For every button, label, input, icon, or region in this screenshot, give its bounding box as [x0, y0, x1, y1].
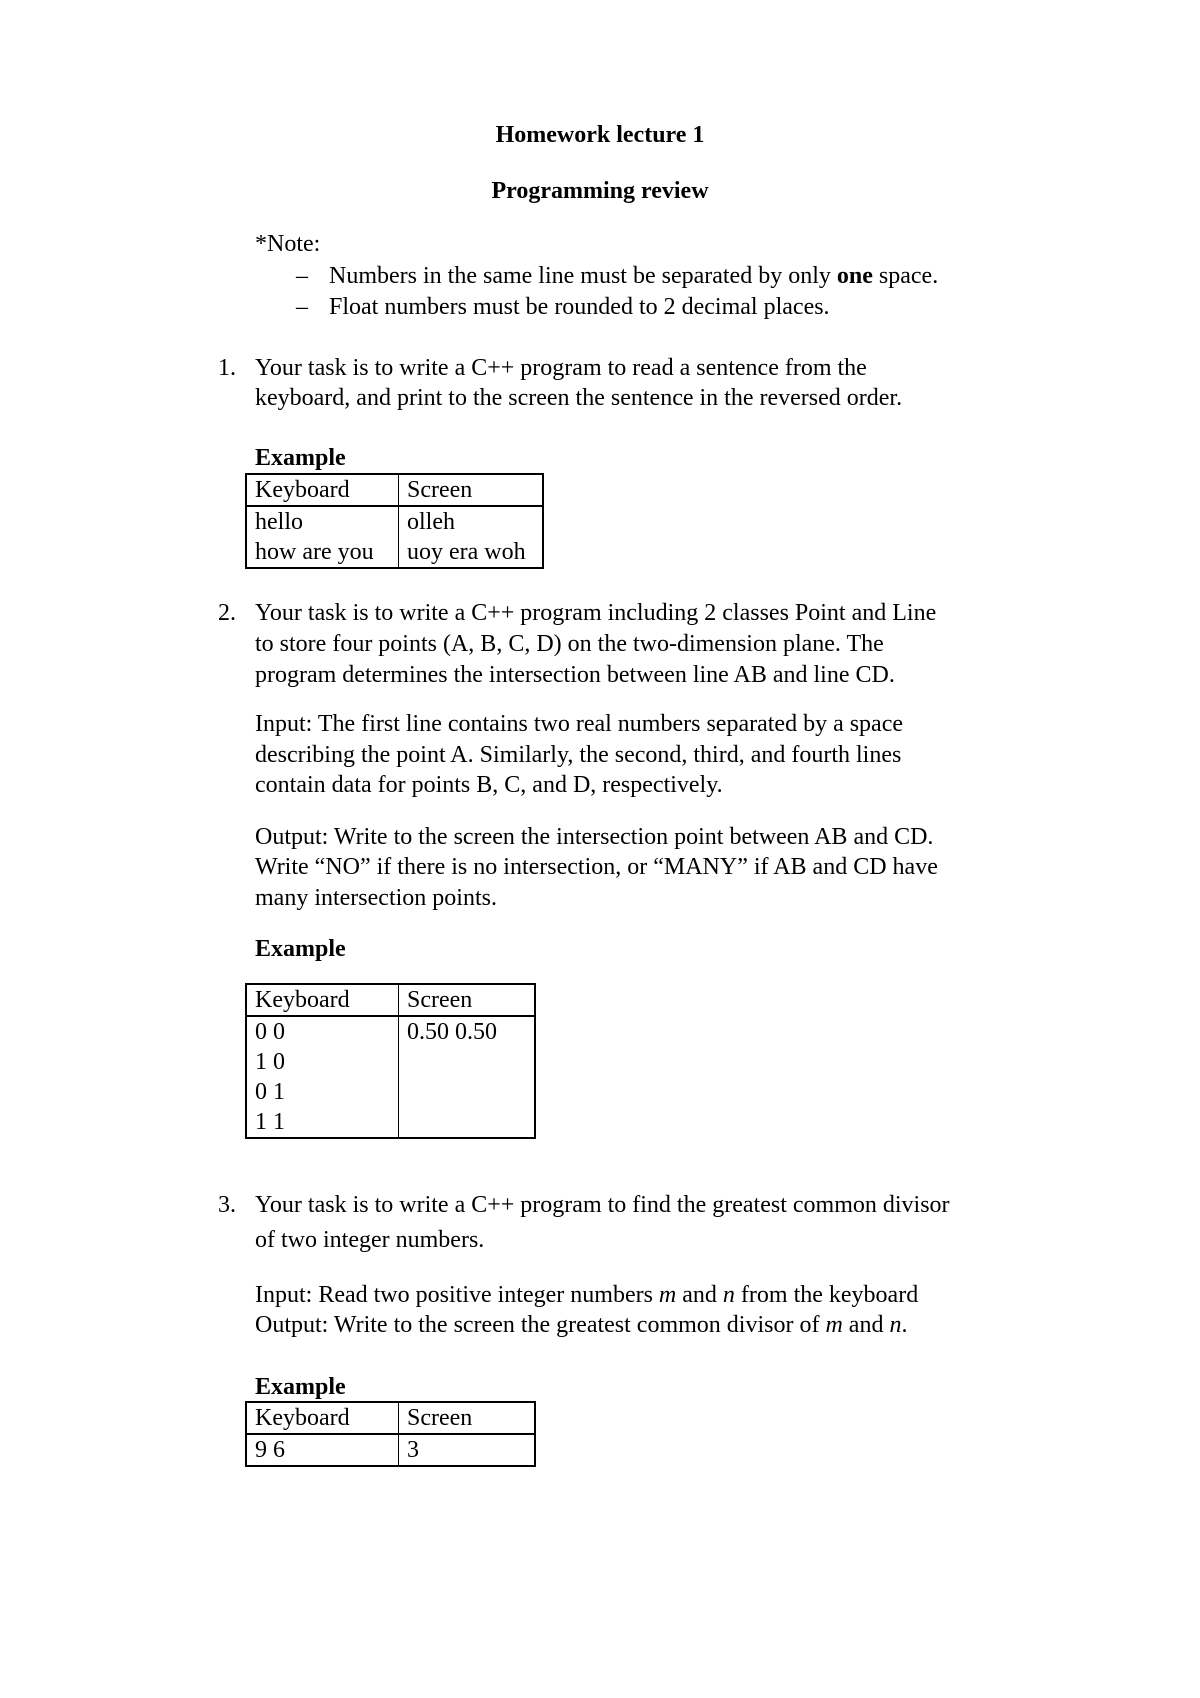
note-bullet-2: Float numbers must be rounded to 2 decimal places. — [329, 294, 830, 320]
table-header: Keyboard — [246, 474, 399, 506]
table-cell: 0 0 1 0 0 1 1 1 — [246, 1016, 399, 1138]
input-text: Input: The first line contains two real numbers separated by a space — [255, 711, 904, 737]
task-number: 1. — [218, 355, 236, 381]
table-cell: 0.50 0.50 — [399, 1016, 536, 1138]
page-subtitle: Programming review — [491, 178, 709, 204]
task-text: Your task is to write a C++ program to read a sentence from the — [255, 355, 867, 381]
example-table — [245, 1401, 536, 1467]
input-text: Input: Read two positive integer numbers m and n from the keyboard — [255, 1282, 919, 1308]
output-text: Output: Write to the screen the greatest common divisor of m and n. — [255, 1312, 908, 1338]
table-cell: hello how are you — [246, 506, 399, 568]
table-header: Screen — [399, 1402, 536, 1434]
page-title: Homework lecture 1 — [495, 122, 705, 148]
output-text: Write “NO” if there is no intersection, or “MANY” if AB and CD have — [255, 854, 938, 880]
task-text: Your task is to write a C++ program including 2 classes Point and Line — [255, 600, 937, 626]
table-cell: olleh uoy era woh — [399, 506, 544, 568]
input-text: describing the point A. Similarly, the second, third, and fourth lines — [255, 742, 902, 768]
example-label: Example — [255, 1374, 346, 1400]
note-label: *Note: — [255, 231, 321, 257]
table-header: Screen — [399, 474, 544, 506]
table-cell: 9 6 — [246, 1434, 399, 1466]
task-text: keyboard, and print to the screen the sentence in the reversed order. — [255, 385, 903, 411]
table-header: Screen — [399, 984, 536, 1016]
note-bullet-1: Numbers in the same line must be separated by only one space. — [329, 263, 939, 289]
example-table — [245, 983, 536, 1139]
bullet-dash: – — [296, 294, 308, 320]
example-table — [245, 473, 544, 569]
task-number: 3. — [218, 1192, 236, 1218]
example-label: Example — [255, 445, 346, 471]
output-text: many intersection points. — [255, 885, 497, 911]
table-cell: 3 — [399, 1434, 536, 1466]
task-text: to store four points (A, B, C, D) on the two-dimension plane. The — [255, 631, 884, 657]
output-text: Output: Write to the screen the intersection point between AB and CD. — [255, 824, 934, 850]
table-header: Keyboard — [246, 1402, 399, 1434]
task-text: program determines the intersection between line AB and line CD. — [255, 662, 895, 688]
task-number: 2. — [218, 600, 236, 626]
task-text: of two integer numbers. — [255, 1227, 485, 1253]
bullet-dash: – — [296, 263, 308, 289]
example-label: Example — [255, 936, 346, 962]
table-header: Keyboard — [246, 984, 399, 1016]
task-text: Your task is to write a C++ program to find the greatest common divisor — [255, 1192, 950, 1218]
input-text: contain data for points B, C, and D, respectively. — [255, 772, 723, 798]
